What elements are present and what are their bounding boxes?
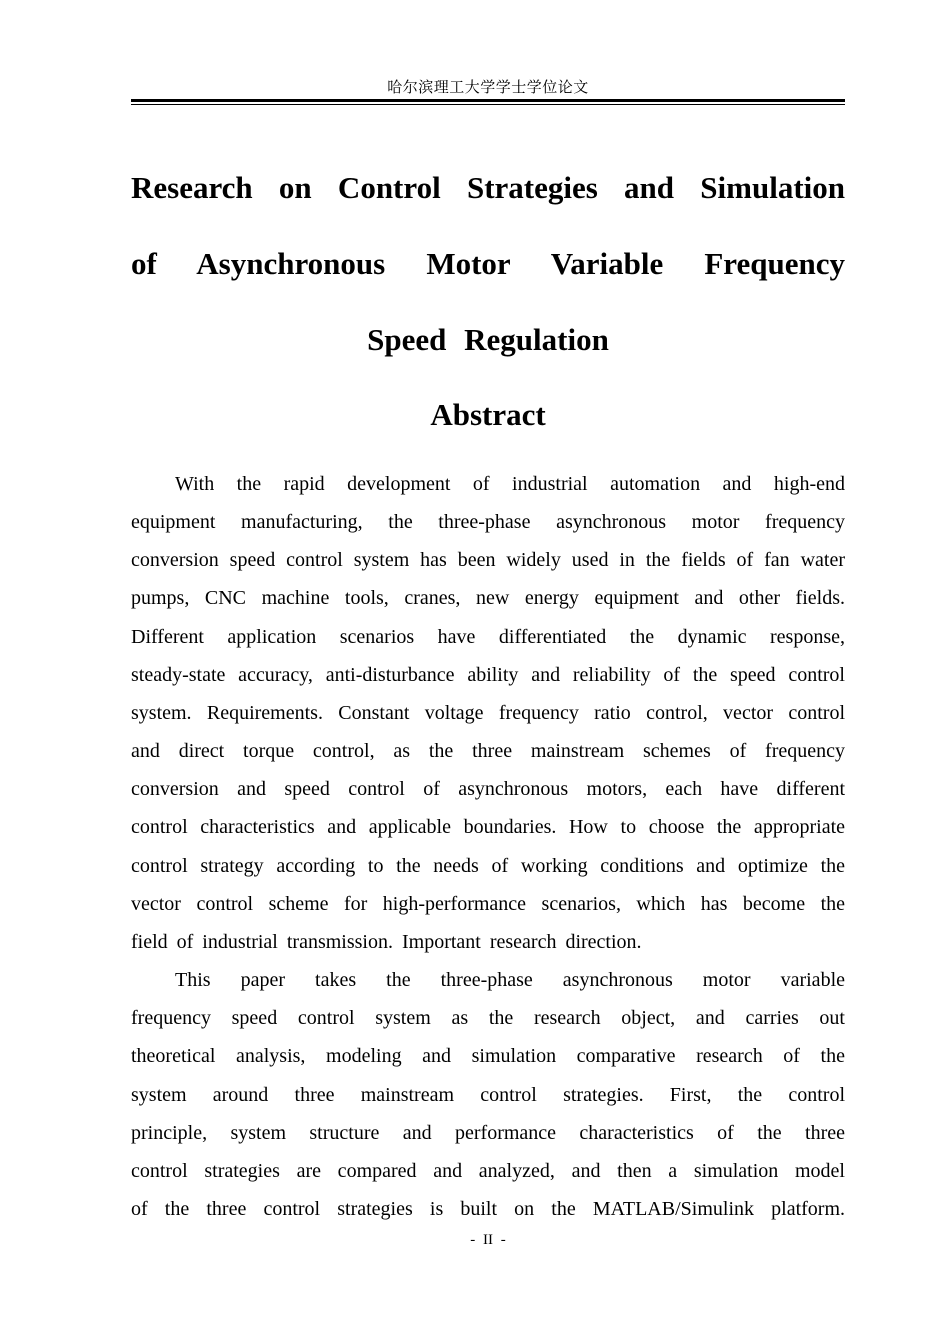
text-line: principle, system structure and performance characteristics of the three: [131, 1121, 845, 1144]
text-line: steady-state accuracy, anti-disturbance ability and reliability of the speed control: [131, 663, 845, 686]
text-line: Different application scenarios have differentiated the dynamic response,: [131, 625, 845, 648]
text-line: system. Requirements. Constant voltage frequency ratio control, vector control: [131, 701, 845, 724]
text-line: vector control scheme for high-performance scenarios, which has become the: [131, 892, 845, 915]
text-line: of the three control strategies is built on the MATLAB/Simulink platform.: [131, 1197, 845, 1220]
title-line-3: Speed Regulation: [367, 322, 609, 357]
title-line-1: Research on Control Strategies and Simulation: [131, 170, 845, 205]
paper-title: [131, 150, 845, 378]
text-line: theoretical analysis, modeling and simulation comparative research of the: [131, 1045, 845, 1068]
running-header: 哈尔滨理工大学学士学位论文: [387, 80, 589, 96]
header-rule-thin: [131, 104, 845, 105]
abstract-heading: Abstract: [430, 397, 546, 432]
title-line-2: of Asynchronous Motor Variable Frequency: [131, 246, 845, 281]
abstract-paragraph-2: [131, 961, 845, 1228]
text-line: conversion and speed control of asynchronous motors, each have different: [131, 778, 845, 801]
header-rule-thick: [131, 99, 845, 102]
text-line: control characteristics and applicable boundaries. How to choose the appropriate: [131, 816, 845, 839]
text-line: control strategies are compared and analyzed, and then a simulation model: [131, 1159, 845, 1182]
text-line: equipment manufacturing, the three-phase asynchronous motor frequency: [131, 511, 845, 534]
abstract-paragraph-1: [131, 465, 845, 961]
abstract-body: [131, 465, 845, 1230]
text-line: With the rapid development of industrial automation and high-end: [175, 473, 845, 495]
text-line: field of industrial transmission. Important research direction.: [131, 930, 642, 953]
text-line: and direct torque control, as the three mainstream schemes of frequency: [131, 740, 845, 763]
page-number: - II -: [470, 1232, 506, 1248]
text-line: system around three mainstream control strategies. First, the control: [131, 1083, 845, 1106]
text-line: frequency speed control system as the research object, and carries out: [131, 1007, 845, 1030]
text-line: This paper takes the three-phase asynchronous motor variable: [175, 969, 845, 992]
text-line: conversion speed control system has been widely used in the fields of fan water: [131, 549, 845, 572]
text-line: control strategy according to the needs of working conditions and optimize the: [131, 854, 845, 877]
text-line: pumps, CNC machine tools, cranes, new energy equipment and other fields.: [131, 587, 845, 610]
